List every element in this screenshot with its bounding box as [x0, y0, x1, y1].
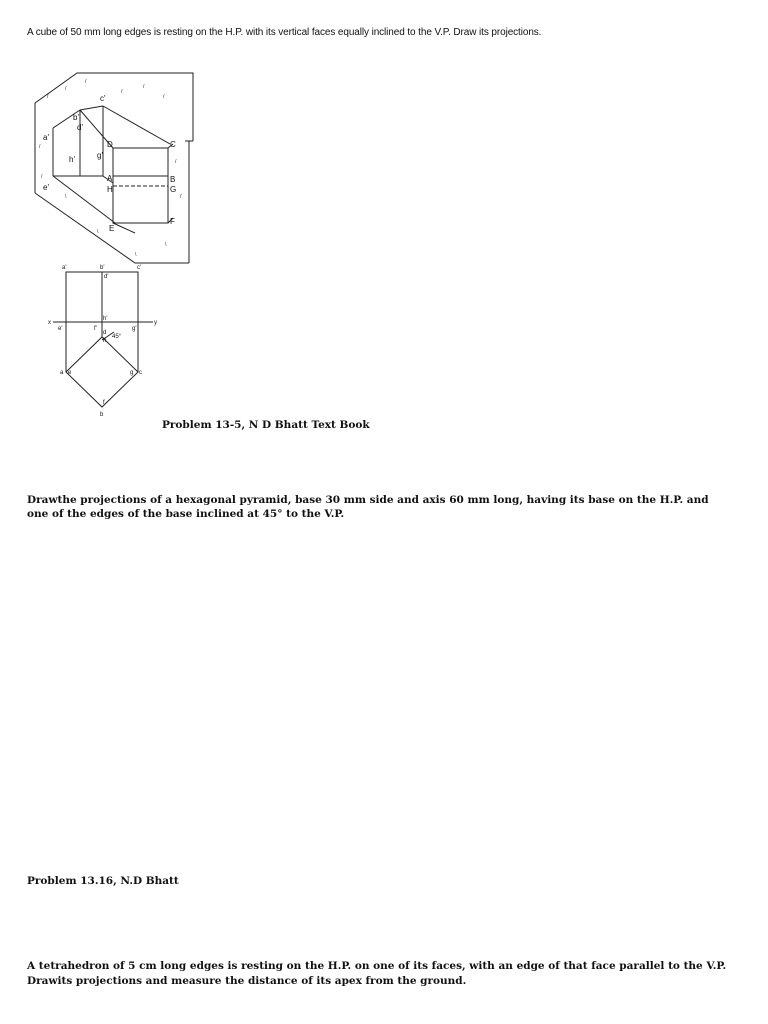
- fig1-label-e-prime: e': [43, 183, 49, 192]
- fig1-label-h-prime: h': [69, 155, 75, 164]
- fig1-label-F: F: [170, 217, 175, 226]
- svg-text:/: /: [39, 144, 41, 150]
- fig2-label-c: c: [139, 370, 142, 376]
- cube-pictorial-figure: [25, 68, 195, 268]
- fig1-label-d-prime: d': [77, 123, 83, 132]
- fig2-label-y: y: [154, 320, 157, 326]
- svg-text:/: /: [121, 89, 123, 95]
- fig2-label-a-prime: a': [62, 265, 67, 271]
- fig2-label-g-prime: g': [132, 326, 137, 332]
- fig2-label-g: g: [130, 370, 134, 376]
- fig2-label-e: e: [68, 370, 72, 376]
- svg-text:/: /: [65, 86, 67, 92]
- fig1-label-B: B: [170, 175, 176, 184]
- svg-text:\: \: [135, 252, 137, 258]
- fig1-label-G: G: [170, 185, 177, 194]
- svg-text:/: /: [180, 194, 182, 200]
- svg-text:/: /: [143, 84, 145, 90]
- fig2-label-f: f: [103, 400, 105, 406]
- fig1-label-H: H: [107, 185, 113, 194]
- fig2-label-a: a: [60, 370, 64, 376]
- fig2-label-b: b: [100, 412, 104, 418]
- svg-text:/: /: [85, 79, 87, 85]
- fig2-label-h-prime: h': [103, 316, 108, 322]
- fig2-label-x: x: [48, 320, 51, 326]
- fig2-label-c-prime: c': [137, 265, 142, 271]
- svg-text:/: /: [175, 159, 177, 165]
- cube-orthographic-figure: [48, 262, 163, 422]
- problem-pyramid-statement-line2: one of the edges of the base inclined at 45° to the V.P.: [27, 508, 345, 520]
- fig2-label-h: h: [103, 338, 107, 344]
- fig1-label-g-prime: g': [97, 151, 103, 160]
- fig2-label-d-prime: d': [104, 274, 109, 280]
- svg-text:\: \: [165, 242, 167, 248]
- problem-pyramid-caption: Problem 13.16, N.D Bhatt: [27, 875, 179, 887]
- problem-pyramid-statement-line1: Drawthe projections of a hexagonal pyramid, base 30 mm side and axis 60 mm long, having its base on the H.P. and: [27, 494, 709, 506]
- fig1-label-a-prime: a': [43, 133, 49, 142]
- svg-text:/: /: [41, 174, 43, 180]
- fig1-label-c-prime: c': [100, 94, 106, 103]
- svg-text:\: \: [97, 229, 99, 235]
- fig2-label-e-prime: e': [58, 326, 63, 332]
- problem-cube-caption: Problem 13-5, N D Bhatt Text Book: [162, 419, 370, 431]
- svg-text:\: \: [65, 194, 67, 200]
- problem-cube-statement: A cube of 50 mm long edges is resting on the H.P. with its vertical faces equally inclined to the V.P. Draw its projections.: [27, 27, 542, 38]
- fig2-label-b-prime: b': [100, 265, 105, 271]
- svg-text:/: /: [163, 94, 165, 100]
- fig1-label-E: E: [109, 224, 115, 233]
- fig2-label-f-prime: f': [94, 326, 97, 332]
- fig2-label-d: d: [103, 330, 107, 336]
- problem-tetrahedron-statement-line2: Drawits projections and measure the distance of its apex from the ground.: [27, 975, 467, 987]
- fig1-label-A: A: [107, 174, 113, 183]
- fig1-label-C: C: [170, 140, 176, 149]
- fig1-label-b-prime: b': [73, 113, 79, 122]
- fig2-label-angle: 45°: [112, 334, 122, 340]
- fig1-label-D: D: [107, 140, 113, 149]
- problem-tetrahedron-statement-line1: A tetrahedron of 5 cm long edges is resting on the H.P. on one of its faces, with an edge of that face parallel to the V.P.: [27, 960, 727, 972]
- svg-text:/: /: [47, 94, 49, 100]
